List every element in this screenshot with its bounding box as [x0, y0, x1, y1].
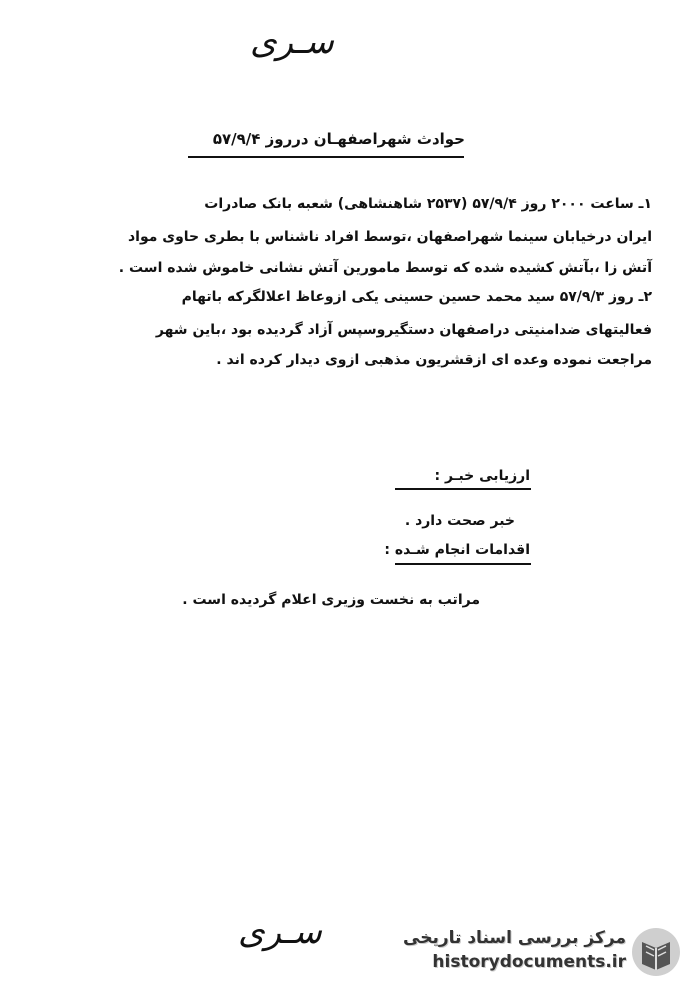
classification-mark-top: سـری — [250, 22, 334, 62]
title-underline — [188, 156, 464, 158]
paragraph-1-line-3: آتش زا ،بآتش کشیده شده که توسط مامورین آتش نشانی خاموش شده است . — [118, 260, 652, 276]
document-title: حوادث شهراصفهـان درروز ۵۷/۹/۴ — [212, 130, 465, 148]
evaluation-body: خبر صحت دارد . — [404, 513, 515, 529]
book-logo-icon — [630, 926, 682, 978]
paragraph-2-line-2: فعالیتهای ضدامنیتی دراصفهان دستگیروسپس آزاد گردیده بود ،باین شهر — [155, 322, 652, 338]
watermark-org-name: مرکز بررسی اسناد تاریخی — [403, 928, 626, 948]
actions-underline — [395, 563, 531, 565]
paragraph-1-line-1: ۱ـ ساعت ۲۰۰۰ روز ۵۷/۹/۴ (۲۵۳۷ شاهنشاهی) شعبه بانک صادرات — [204, 196, 652, 212]
actions-body: مراتب به نخست وزیری اعلام گردیده است . — [182, 592, 480, 608]
paragraph-1-line-2: ایران درخیابان سینما شهراصفهان ،توسط افراد ناشناس با بطری حاوی مواد — [127, 229, 652, 245]
evaluation-underline — [395, 488, 531, 490]
actions-heading: اقدامات انجام شـده : — [384, 542, 530, 558]
paragraph-2-line-1: ۲ـ روز ۵۷/۹/۳ سید محمد حسین حسینی یکی ازوعاظ اعلالگرکه باتهام — [181, 289, 652, 305]
archive-watermark — [403, 922, 688, 982]
classification-mark-bottom: سـری — [238, 912, 322, 952]
watermark-site: historydocuments.ir — [432, 952, 626, 972]
paragraph-2-line-3: مراجعت نموده وعده ای ازقشریون مذهبی ازوی دیدار کرده اند . — [216, 352, 652, 368]
evaluation-heading: ارزیابی خبـر : — [434, 468, 530, 484]
